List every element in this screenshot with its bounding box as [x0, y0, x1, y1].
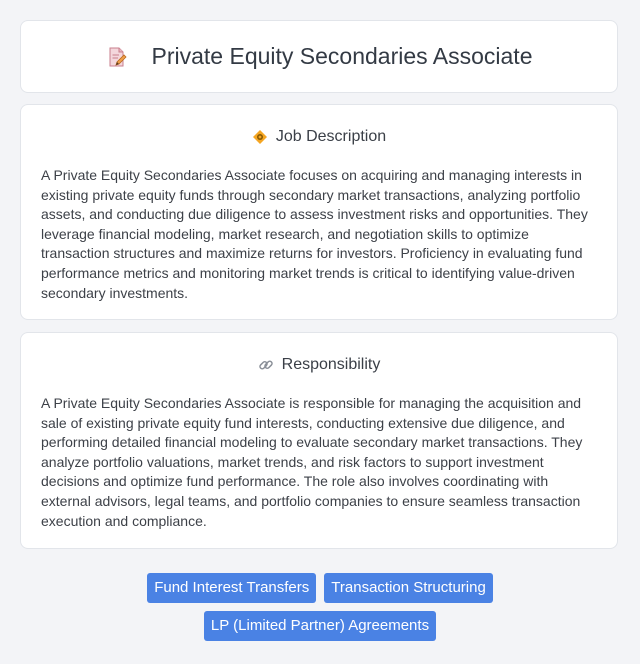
link-icon [258, 357, 274, 373]
tag-list [0, 573, 640, 641]
job-description-text: A Private Equity Secondaries Associate focuses on acquiring and managing interests in existing private equity funds through secondary market transactions, analyzing portfolio assets, and conducting due diligence to assess investment risks and opportunities. They leverage financial modeling, market research, and negotiation skills to optimize transaction structures and maximize returns for investors. Proficiency in evaluating fund performance metrics and monitoring market trends is critical to identifying value-driven secondary investments. [41, 167, 588, 301]
title-card [20, 20, 618, 93]
responsibility-text: A Private Equity Secondaries Associate is responsible for managing the acquisition and sale of existing private equity fund interests, conducting extensive due diligence, and performing detailed financial modeling to evaluate secondary market transactions. They analyze portfolio valuations, market trends, and risk factors to support investment decisions and optimize fund performance. The role also involves coordinating with external advisors, legal teams, and portfolio companies to ensure seamless transaction execution and compliance. [41, 395, 583, 529]
tag-lp-agreements[interactable]: LP (Limited Partner) Agreements [204, 611, 436, 641]
pencil-document-icon [106, 46, 128, 68]
job-description-card [20, 104, 618, 320]
page-title: Private Equity Secondaries Associate [151, 43, 533, 69]
responsibility-card [20, 332, 618, 549]
responsibility-heading: Responsibility [281, 356, 381, 373]
job-description-header [21, 127, 617, 147]
tag-transaction-structuring[interactable]: Transaction Structuring [324, 573, 493, 603]
tag-fund-interest-transfers[interactable]: Fund Interest Transfers [147, 573, 316, 603]
job-description-heading: Job Description [275, 128, 387, 145]
badge-icon [252, 129, 268, 145]
responsibility-header [21, 355, 617, 375]
